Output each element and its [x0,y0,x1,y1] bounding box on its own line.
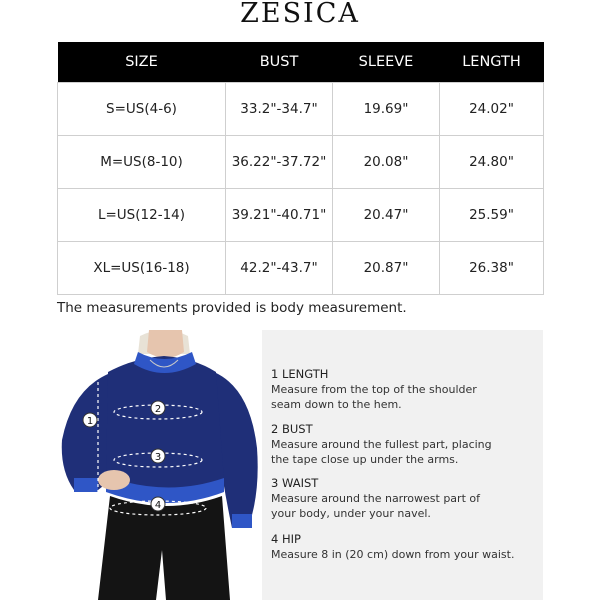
table-row [58,83,544,136]
header-sleeve: SLEEVE [333,42,440,83]
cell-size: XL=US(16-18) [58,242,226,295]
right-cuff-shape [232,514,252,528]
cell-bust: 42.2"-43.7" [226,242,333,295]
marker-3: 3 [154,452,162,463]
cell-size: L=US(12-14) [58,189,226,242]
measure-waist-desc-1: Measure around the narrowest part of [271,492,480,505]
measure-length-desc-1: Measure from the top of the shoulder [271,383,477,396]
cell-length: 26.38" [440,242,544,295]
measure-length [271,367,536,412]
measure-waist-desc-2: your body, under your navel. [271,507,431,520]
cell-bust: 36.22"-37.72" [226,136,333,189]
model-figure [54,330,262,600]
cell-sleeve: 20.47" [333,189,440,242]
measurement-guide-panel [262,330,543,600]
cell-size: M=US(8-10) [58,136,226,189]
measure-hip-title: 4 HIP [271,532,301,546]
sweater-body-shape [106,356,224,490]
marker-1: 1 [86,416,94,427]
header-size: SIZE [58,42,226,83]
measure-hip [271,532,536,562]
cell-sleeve: 20.08" [333,136,440,189]
cell-sleeve: 19.69" [333,83,440,136]
cell-length: 24.02" [440,83,544,136]
marker-2: 2 [154,404,162,415]
table-row [58,242,544,295]
measure-bust-desc-1: Measure around the fullest part, placing [271,438,492,451]
table-row [58,189,544,242]
cell-bust: 39.21"-40.71" [226,189,333,242]
cell-sleeve: 20.87" [333,242,440,295]
pants-shape [98,496,230,600]
table-header-row [58,42,544,83]
measure-hip-desc-1: Measure 8 in (20 cm) down from your waist. [271,548,515,561]
measurement-note: The measurements provided is body measurement. [57,300,407,316]
marker-4: 4 [154,500,162,511]
size-chart-table [57,42,544,295]
cell-size: S=US(4-6) [58,83,226,136]
measure-bust [271,422,536,467]
measure-length-desc-2: seam down to the hem. [271,398,402,411]
cell-length: 24.80" [440,136,544,189]
cell-length: 25.59" [440,189,544,242]
hand-shape [98,470,130,490]
model-illustration [54,330,262,600]
table-row [58,136,544,189]
measure-waist [271,476,536,521]
measure-length-title: 1 LENGTH [271,367,329,381]
measure-bust-title: 2 BUST [271,422,313,436]
measure-waist-title: 3 WAIST [271,476,319,490]
header-length: LENGTH [440,42,544,83]
measure-bust-desc-2: the tape close up under the arms. [271,453,459,466]
left-cuff-shape [74,478,98,492]
face-shape [147,330,184,358]
cell-bust: 33.2"-34.7" [226,83,333,136]
header-bust: BUST [226,42,333,83]
brand-logo: ZESICA [240,0,360,29]
